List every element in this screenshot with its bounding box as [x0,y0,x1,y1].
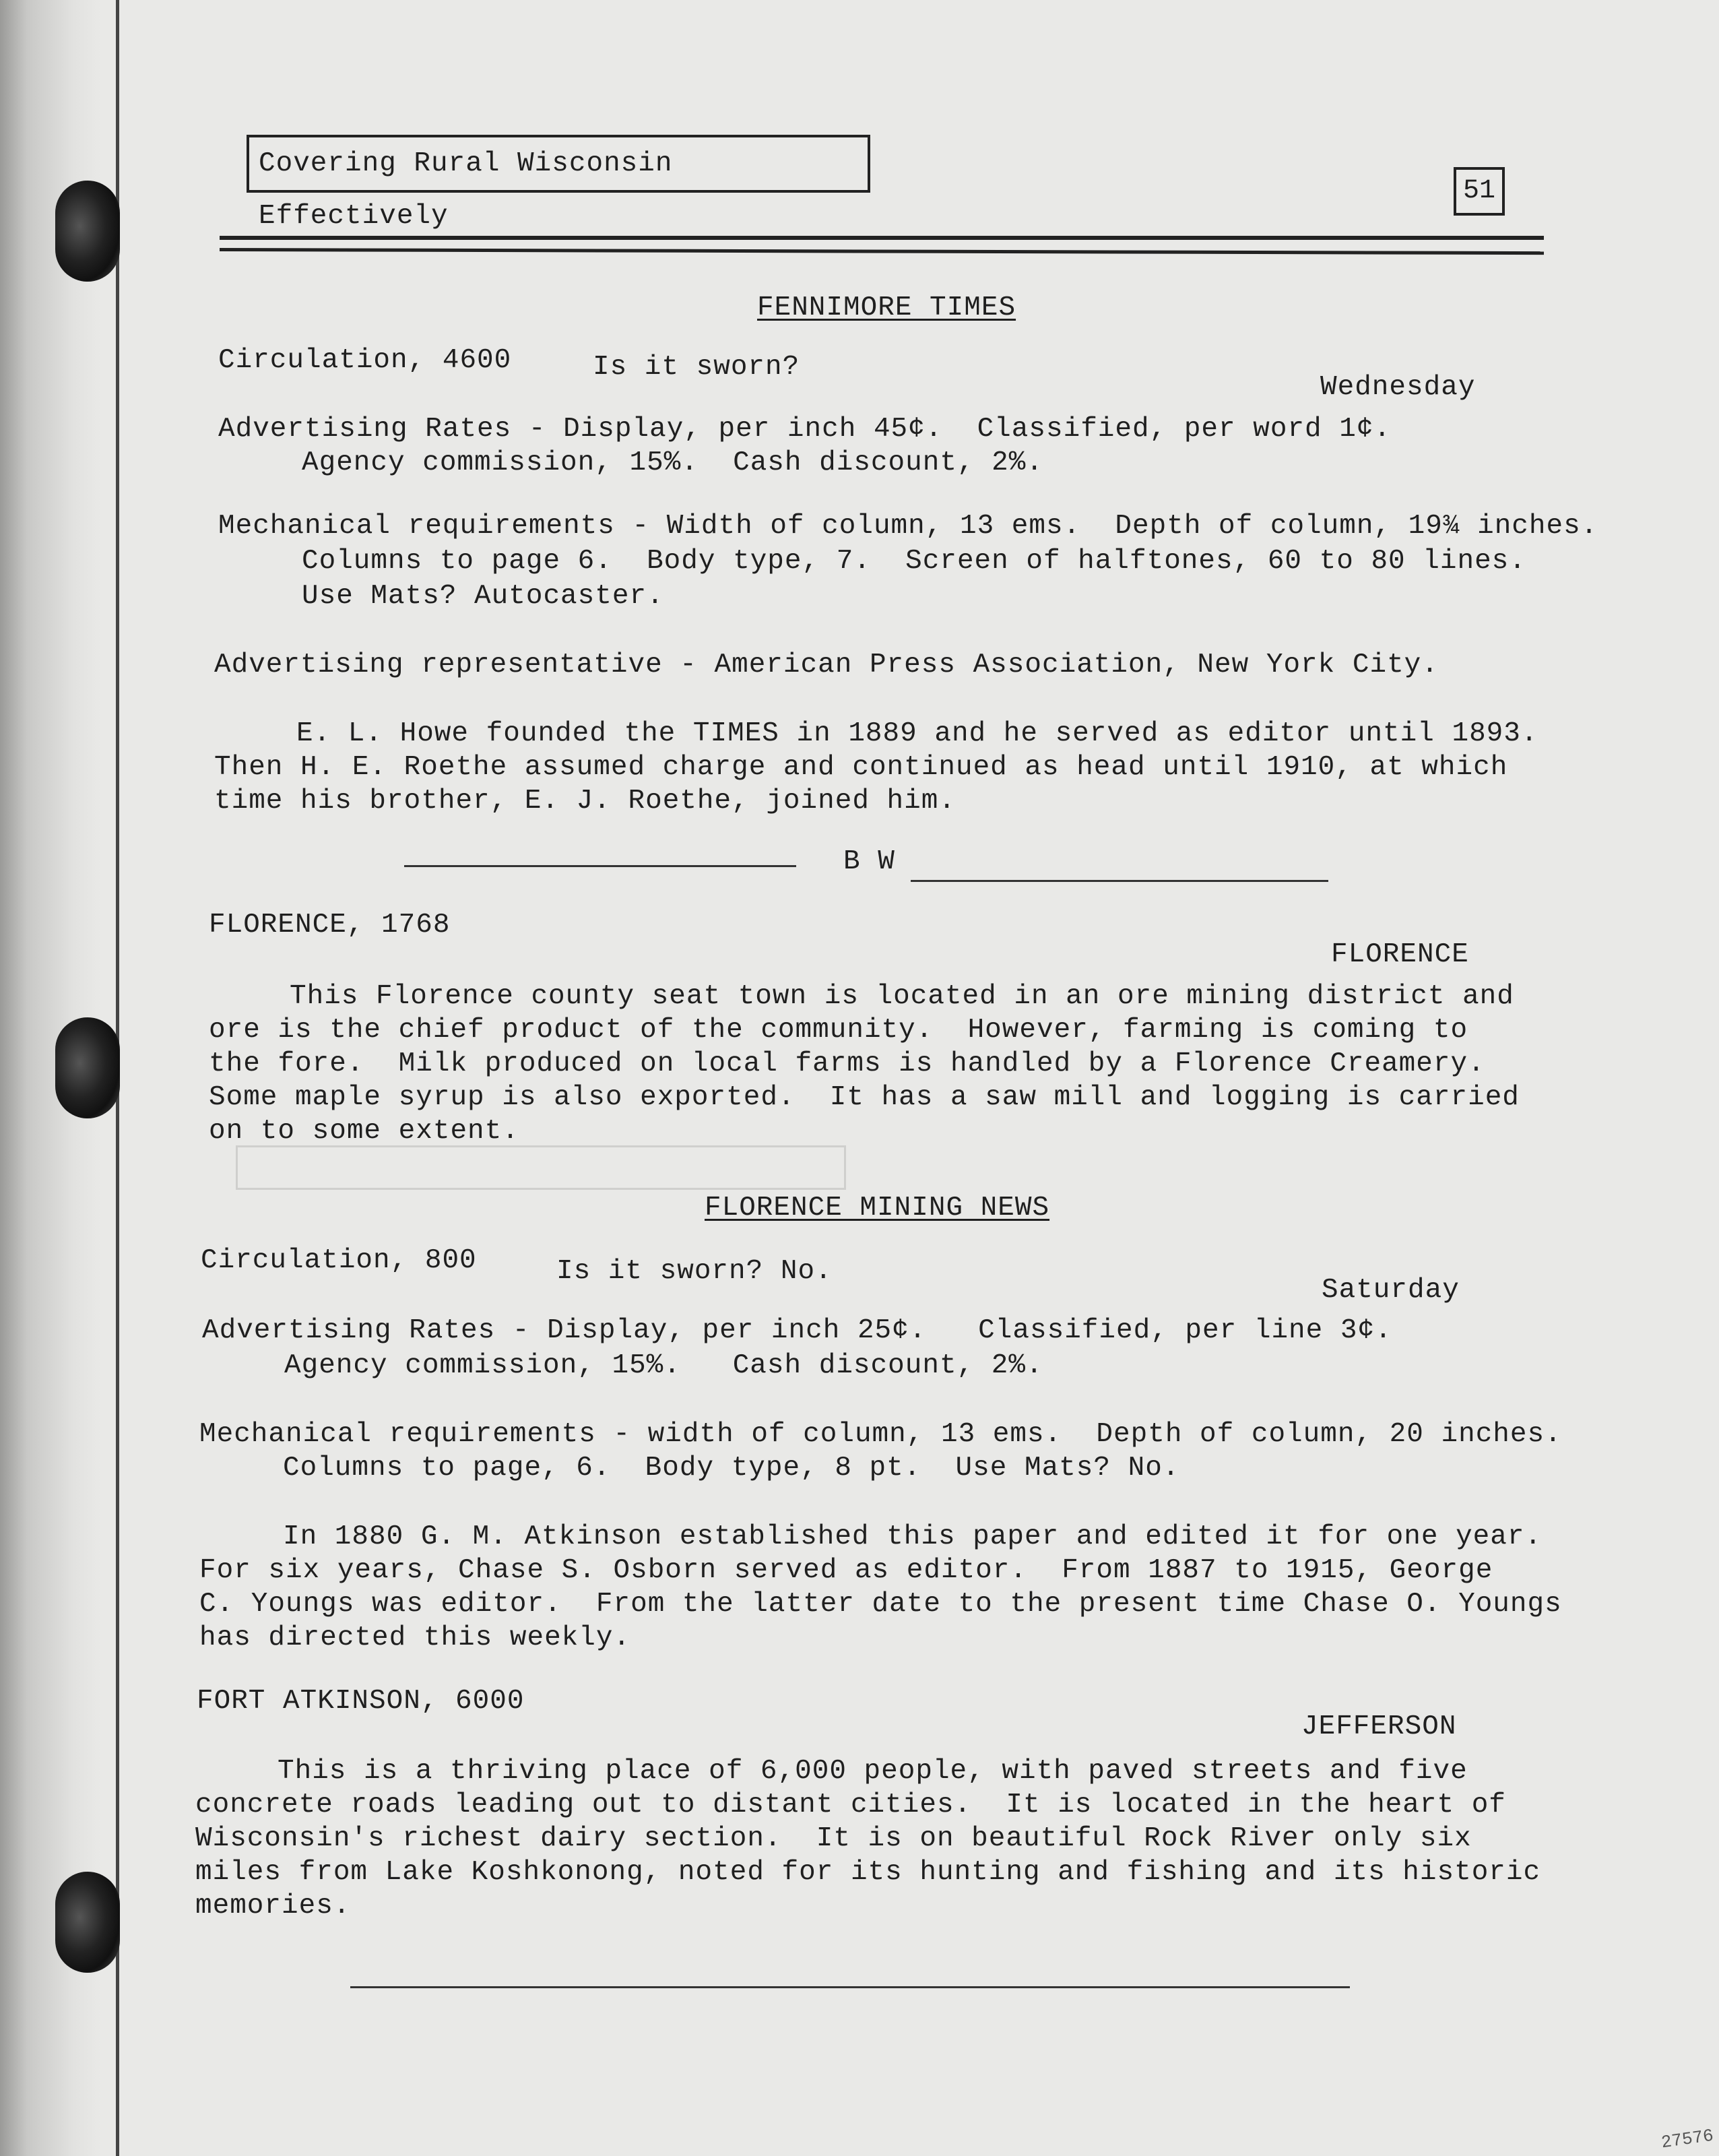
florence-history-line-3: C. Youngs was editor. From the latter date to the present time Chase O. Youngs [199,1589,1562,1620]
bleed-through-ghost-box [236,1145,846,1190]
florence-mech-line-1: Mechanical requirements - width of column, 13 ems. Depth of column, 20 inches. [199,1419,1562,1450]
fennimore-history-line-1: E. L. Howe founded the TIMES in 1889 and he served as editor until 1893. [296,718,1538,749]
florence-rates-line-1: Advertising Rates - Display, per inch 25¢. Classified, per line 3¢. [202,1315,1392,1346]
paper-heading-fennimore-times: FENNIMORE TIMES [757,292,1016,323]
florence-desc-line-3: the fore. Milk produced on local farms is handled by a Florence Creamery. [209,1048,1485,1079]
town-florence: FLORENCE, 1768 [209,910,451,941]
fennimore-history-line-2: Then H. E. Roethe assumed charge and continued as head until 1910, at which [214,752,1508,783]
page-number: 51 [1454,167,1505,216]
florence-desc-line-4: Some maple syrup is also exported. It has a saw mill and logging is carried [209,1082,1520,1113]
county-jefferson: JEFFERSON [1301,1711,1457,1742]
fort-atkinson-desc-line-2: concrete roads leading out to distant cities. It is located in the heart of [195,1789,1506,1820]
binder-hole-middle [55,1017,120,1118]
town-fort-atkinson: FORT ATKINSON, 6000 [197,1686,525,1717]
page-header-title: Covering Rural Wisconsin Effectively [247,135,870,193]
florence-history-line-4: has directed this weekly. [199,1622,631,1653]
section-separator-left [404,865,796,867]
fennimore-mech-line-3: Use Mats? Autocaster. [302,581,664,612]
separator-initials: B W [843,846,895,877]
fort-atkinson-desc-line-3: Wisconsin's richest dairy section. It is on beautiful Rock River only six [195,1823,1472,1854]
fennimore-rates-line-2: Agency commission, 15%. Cash discount, 2%. [302,447,1043,478]
florence-history-line-2: For six years, Chase S. Osborn served as editor. From 1887 to 1915, George [199,1555,1493,1586]
florence-publication-day: Saturday [1322,1275,1460,1306]
fort-atkinson-desc-line-5: memories. [195,1891,351,1922]
corner-archive-number: 27576 [1660,2125,1715,2153]
fennimore-sworn: Is it sworn? [593,352,800,383]
florence-rates-line-2: Agency commission, 15%. Cash discount, 2%. [284,1350,1043,1381]
fennimore-circulation: Circulation, 4600 [218,345,512,376]
fort-atkinson-desc-line-1: This is a thriving place of 6,000 people, with paved streets and five [278,1756,1468,1787]
fennimore-ad-representative: Advertising representative - American Press Association, New York City. [214,649,1439,680]
binder-hole-bottom [55,1872,120,1973]
florence-history-line-1: In 1880 G. M. Atkinson established this paper and edited it for one year. [283,1521,1543,1552]
florence-desc-line-5: on to some extent. [209,1116,519,1147]
florence-desc-line-2: ore is the chief product of the community. However, farming is coming to [209,1015,1468,1046]
section-separator-right [911,880,1328,882]
paper-heading-florence-mining-news: FLORENCE MINING NEWS [705,1193,1050,1224]
florence-sworn: Is it sworn? No. [556,1256,833,1287]
fort-atkinson-desc-line-4: miles from Lake Koshkonong, noted for its hunting and fishing and its historic [195,1857,1541,1888]
fennimore-history-line-3: time his brother, E. J. Roethe, joined him. [214,786,956,817]
fennimore-mech-line-2: Columns to page 6. Body type, 7. Screen of halftones, 60 to 80 lines. [302,546,1526,577]
fennimore-mech-line-1: Mechanical requirements - Width of column, 13 ems. Depth of column, 19¾ inches. [218,511,1598,542]
header-rule-top [220,236,1544,240]
florence-mech-line-2: Columns to page, 6. Body type, 8 pt. Use Mats? No. [283,1453,1180,1484]
binder-hole-top [55,181,120,282]
header-rule-bottom [220,248,1544,255]
fennimore-rates-line-1: Advertising Rates - Display, per inch 45¢. Classified, per word 1¢. [218,414,1392,445]
florence-circulation: Circulation, 800 [201,1245,477,1276]
bottom-separator-rule [350,1986,1350,1988]
florence-desc-line-1: This Florence county seat town is located in an ore mining district and [290,981,1514,1012]
county-florence: FLORENCE [1331,939,1469,970]
fennimore-publication-day: Wednesday [1320,372,1476,403]
